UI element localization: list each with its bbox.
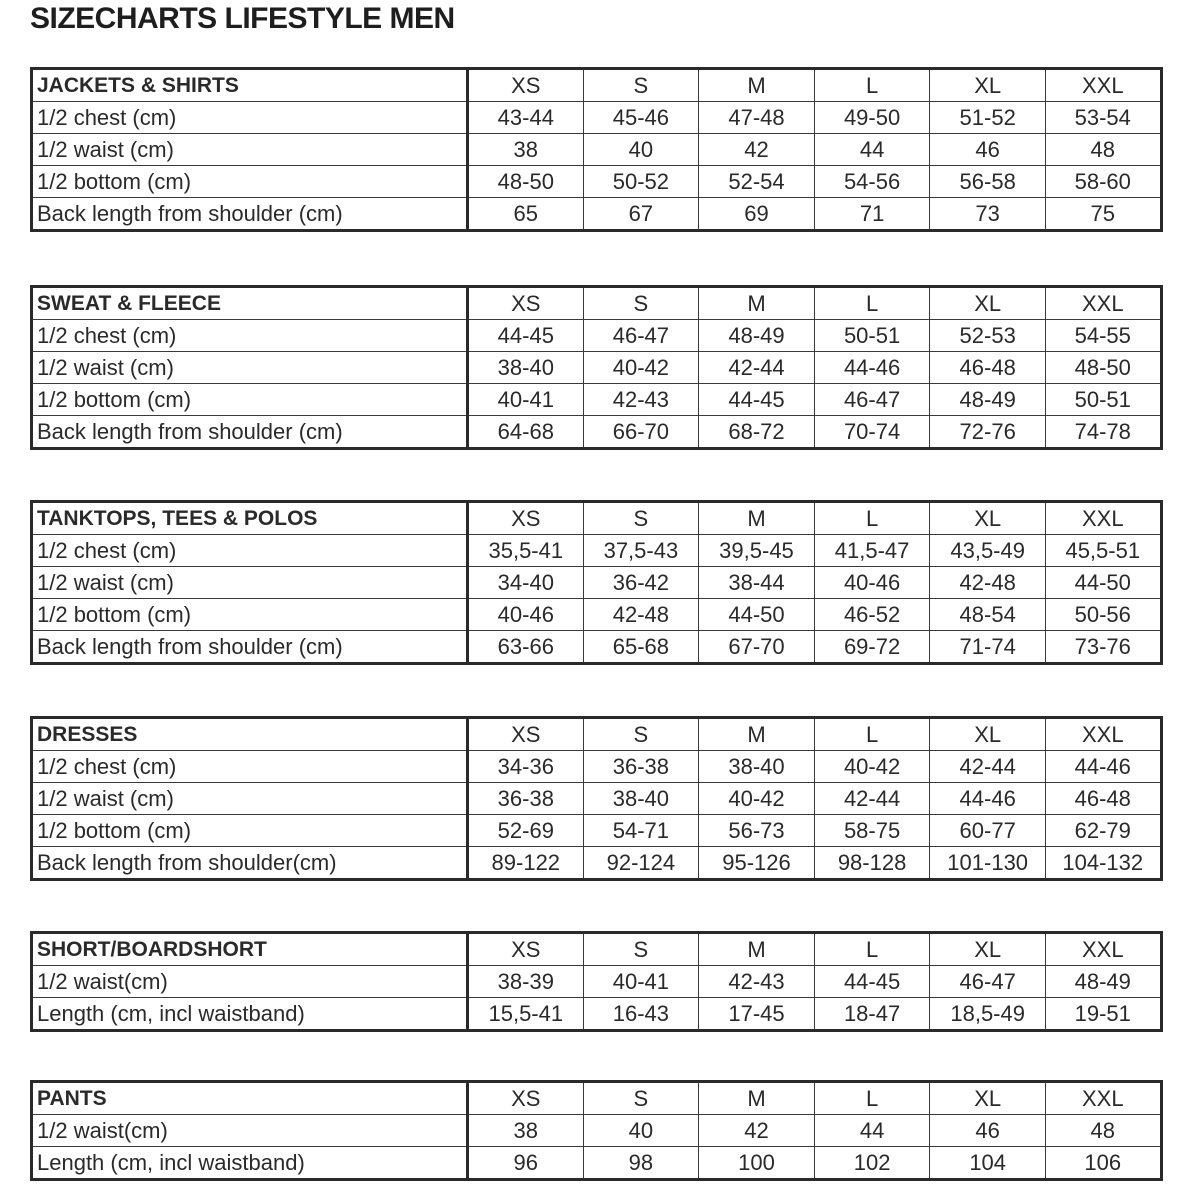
measurement-label: 1/2 waist(cm) — [32, 1115, 468, 1147]
table-row — [32, 535, 1162, 567]
measurement-value: 67-70 — [699, 631, 815, 664]
measurement-value: 48-49 — [699, 320, 815, 352]
measurement-value: 54-71 — [583, 815, 699, 847]
measurement-value: 42-48 — [583, 599, 699, 631]
page-title: SIZECHARTS LIFESTYLE MEN — [30, 2, 455, 35]
category-title: SHORT/BOARDSHORT — [32, 933, 468, 966]
measurement-value: 40-42 — [583, 352, 699, 384]
size-header: XXL — [1045, 1082, 1161, 1115]
size-header: S — [583, 933, 699, 966]
measurement-value: 96 — [468, 1147, 584, 1180]
size-header: XL — [930, 718, 1046, 751]
measurement-value: 67 — [583, 198, 699, 231]
measurement-label: Back length from shoulder (cm) — [32, 631, 468, 664]
measurement-label: 1/2 chest (cm) — [32, 535, 468, 567]
measurement-value: 44 — [814, 134, 930, 166]
measurement-value: 41,5-47 — [814, 535, 930, 567]
category-title: SWEAT & FLEECE — [32, 287, 468, 320]
size-header: XS — [468, 69, 584, 102]
size-header: S — [583, 287, 699, 320]
measurement-value: 17-45 — [699, 998, 815, 1031]
measurement-label: 1/2 bottom (cm) — [32, 815, 468, 847]
measurement-value: 50-51 — [1045, 384, 1161, 416]
size-header: XL — [930, 287, 1046, 320]
size-table — [30, 1080, 1163, 1181]
table-header-row — [32, 502, 1162, 535]
table-row — [32, 198, 1162, 231]
measurement-value: 19-51 — [1045, 998, 1161, 1031]
measurement-value: 46 — [930, 134, 1046, 166]
measurement-value: 54-56 — [814, 166, 930, 198]
measurement-value: 44-46 — [814, 352, 930, 384]
measurement-value: 70-74 — [814, 416, 930, 449]
measurement-label: 1/2 waist(cm) — [32, 966, 468, 998]
category-title: TANKTOPS, TEES & POLOS — [32, 502, 468, 535]
measurement-value: 58-75 — [814, 815, 930, 847]
measurement-value: 46 — [930, 1115, 1046, 1147]
measurement-label: 1/2 waist (cm) — [32, 352, 468, 384]
measurement-value: 38-40 — [583, 783, 699, 815]
measurement-value: 44-45 — [699, 384, 815, 416]
table-row — [32, 998, 1162, 1031]
size-table — [30, 67, 1163, 232]
size-table — [30, 931, 1163, 1032]
size-header: XS — [468, 287, 584, 320]
measurement-value: 69 — [699, 198, 815, 231]
size-table — [30, 285, 1163, 450]
table-row — [32, 567, 1162, 599]
measurement-value: 65 — [468, 198, 584, 231]
measurement-value: 50-51 — [814, 320, 930, 352]
measurement-value: 46-52 — [814, 599, 930, 631]
measurement-value: 72-76 — [930, 416, 1046, 449]
table-row — [32, 134, 1162, 166]
table-header-row — [32, 933, 1162, 966]
measurement-value: 43-44 — [468, 102, 584, 134]
measurement-value: 68-72 — [699, 416, 815, 449]
measurement-value: 48-49 — [1045, 966, 1161, 998]
measurement-value: 62-79 — [1045, 815, 1161, 847]
category-title: DRESSES — [32, 718, 468, 751]
measurement-value: 63-66 — [468, 631, 584, 664]
measurement-value: 46-47 — [583, 320, 699, 352]
size-header: M — [699, 933, 815, 966]
table-row — [32, 599, 1162, 631]
table-row — [32, 102, 1162, 134]
measurement-value: 92-124 — [583, 847, 699, 880]
measurement-value: 69-72 — [814, 631, 930, 664]
measurement-value: 44-46 — [930, 783, 1046, 815]
measurement-value: 44-50 — [699, 599, 815, 631]
size-header: XXL — [1045, 502, 1161, 535]
measurement-label: 1/2 bottom (cm) — [32, 166, 468, 198]
table-row — [32, 751, 1162, 783]
size-header: XXL — [1045, 69, 1161, 102]
measurement-value: 42 — [699, 1115, 815, 1147]
measurement-value: 38-44 — [699, 567, 815, 599]
size-header: S — [583, 69, 699, 102]
measurement-value: 44 — [814, 1115, 930, 1147]
measurement-value: 71-74 — [930, 631, 1046, 664]
table-row — [32, 320, 1162, 352]
measurement-value: 100 — [699, 1147, 815, 1180]
table-row — [32, 352, 1162, 384]
measurement-value: 64-68 — [468, 416, 584, 449]
measurement-value: 51-52 — [930, 102, 1046, 134]
measurement-value: 73-76 — [1045, 631, 1161, 664]
measurement-value: 34-36 — [468, 751, 584, 783]
measurement-value: 98 — [583, 1147, 699, 1180]
measurement-value: 104-132 — [1045, 847, 1161, 880]
measurement-value: 101-130 — [930, 847, 1046, 880]
table-row — [32, 1147, 1162, 1180]
measurement-label: 1/2 chest (cm) — [32, 751, 468, 783]
measurement-value: 40-46 — [814, 567, 930, 599]
table-row — [32, 384, 1162, 416]
measurement-label: 1/2 waist (cm) — [32, 567, 468, 599]
measurement-value: 50-52 — [583, 166, 699, 198]
measurement-value: 38-40 — [468, 352, 584, 384]
measurement-value: 38-40 — [699, 751, 815, 783]
measurement-value: 95-126 — [699, 847, 815, 880]
measurement-value: 38-39 — [468, 966, 584, 998]
measurement-value: 48-54 — [930, 599, 1046, 631]
measurement-value: 37,5-43 — [583, 535, 699, 567]
category-title: PANTS — [32, 1082, 468, 1115]
table-header-row — [32, 718, 1162, 751]
table-header-row — [32, 69, 1162, 102]
measurement-value: 65-68 — [583, 631, 699, 664]
measurement-value: 106 — [1045, 1147, 1161, 1180]
measurement-value: 44-50 — [1045, 567, 1161, 599]
measurement-value: 42-48 — [930, 567, 1046, 599]
measurement-value: 42 — [699, 134, 815, 166]
table-header-row — [32, 1082, 1162, 1115]
table-row — [32, 966, 1162, 998]
measurement-value: 89-122 — [468, 847, 584, 880]
measurement-value: 102 — [814, 1147, 930, 1180]
measurement-value: 73 — [930, 198, 1046, 231]
measurement-label: 1/2 bottom (cm) — [32, 599, 468, 631]
measurement-value: 75 — [1045, 198, 1161, 231]
measurement-value: 39,5-45 — [699, 535, 815, 567]
size-header: L — [814, 287, 930, 320]
measurement-value: 60-77 — [930, 815, 1046, 847]
measurement-value: 38 — [468, 1115, 584, 1147]
measurement-value: 18-47 — [814, 998, 930, 1031]
measurement-value: 40 — [583, 134, 699, 166]
size-header: M — [699, 69, 815, 102]
measurement-value: 74-78 — [1045, 416, 1161, 449]
measurement-value: 53-54 — [1045, 102, 1161, 134]
table-header-row — [32, 287, 1162, 320]
table-row — [32, 166, 1162, 198]
measurement-value: 34-40 — [468, 567, 584, 599]
measurement-value: 98-128 — [814, 847, 930, 880]
size-header: L — [814, 502, 930, 535]
measurement-value: 46-47 — [814, 384, 930, 416]
measurement-label: 1/2 chest (cm) — [32, 102, 468, 134]
size-header: XXL — [1045, 718, 1161, 751]
size-header: M — [699, 502, 815, 535]
measurement-value: 48-50 — [1045, 352, 1161, 384]
measurement-value: 40-41 — [468, 384, 584, 416]
size-header: L — [814, 933, 930, 966]
measurement-value: 71 — [814, 198, 930, 231]
measurement-value: 56-58 — [930, 166, 1046, 198]
measurement-value: 44-45 — [814, 966, 930, 998]
measurement-value: 45,5-51 — [1045, 535, 1161, 567]
measurement-value: 56-73 — [699, 815, 815, 847]
table-row — [32, 847, 1162, 880]
measurement-value: 48 — [1045, 1115, 1161, 1147]
measurement-value: 52-69 — [468, 815, 584, 847]
measurement-value: 58-60 — [1045, 166, 1161, 198]
size-header: L — [814, 1082, 930, 1115]
measurement-value: 48-50 — [468, 166, 584, 198]
measurement-value: 44-45 — [468, 320, 584, 352]
measurement-value: 43,5-49 — [930, 535, 1046, 567]
measurement-value: 54-55 — [1045, 320, 1161, 352]
measurement-label: Back length from shoulder (cm) — [32, 416, 468, 449]
measurement-value: 40 — [583, 1115, 699, 1147]
measurement-value: 36-38 — [468, 783, 584, 815]
measurement-label: 1/2 waist (cm) — [32, 783, 468, 815]
category-title: JACKETS & SHIRTS — [32, 69, 468, 102]
measurement-value: 42-43 — [583, 384, 699, 416]
measurement-value: 46-48 — [930, 352, 1046, 384]
measurement-value: 48-49 — [930, 384, 1046, 416]
size-header: L — [814, 69, 930, 102]
measurement-value: 48 — [1045, 134, 1161, 166]
measurement-value: 52-53 — [930, 320, 1046, 352]
measurement-value: 104 — [930, 1147, 1046, 1180]
measurement-value: 66-70 — [583, 416, 699, 449]
measurement-value: 44-46 — [1045, 751, 1161, 783]
size-header: XL — [930, 933, 1046, 966]
measurement-value: 52-54 — [699, 166, 815, 198]
size-header: XL — [930, 502, 1046, 535]
measurement-value: 36-42 — [583, 567, 699, 599]
size-header: M — [699, 287, 815, 320]
size-table — [30, 716, 1163, 881]
measurement-value: 40-42 — [699, 783, 815, 815]
measurement-value: 49-50 — [814, 102, 930, 134]
measurement-value: 15,5-41 — [468, 998, 584, 1031]
size-header: XS — [468, 718, 584, 751]
measurement-value: 36-38 — [583, 751, 699, 783]
measurement-value: 46-47 — [930, 966, 1046, 998]
measurement-label: Length (cm, incl waistband) — [32, 1147, 468, 1180]
size-header: S — [583, 1082, 699, 1115]
measurement-value: 42-44 — [814, 783, 930, 815]
size-header: XXL — [1045, 933, 1161, 966]
measurement-value: 42-43 — [699, 966, 815, 998]
measurement-value: 16-43 — [583, 998, 699, 1031]
measurement-label: 1/2 waist (cm) — [32, 134, 468, 166]
size-header: M — [699, 1082, 815, 1115]
table-row — [32, 416, 1162, 449]
measurement-value: 45-46 — [583, 102, 699, 134]
table-row — [32, 815, 1162, 847]
size-header: XL — [930, 69, 1046, 102]
measurement-value: 40-42 — [814, 751, 930, 783]
table-row — [32, 631, 1162, 664]
size-header: XS — [468, 1082, 584, 1115]
size-header: S — [583, 718, 699, 751]
table-row — [32, 783, 1162, 815]
measurement-value: 42-44 — [930, 751, 1046, 783]
table-row — [32, 1115, 1162, 1147]
measurement-label: 1/2 chest (cm) — [32, 320, 468, 352]
size-table — [30, 500, 1163, 665]
size-header: XL — [930, 1082, 1046, 1115]
size-header: S — [583, 502, 699, 535]
measurement-value: 35,5-41 — [468, 535, 584, 567]
size-header: M — [699, 718, 815, 751]
measurement-label: 1/2 bottom (cm) — [32, 384, 468, 416]
measurement-value: 40-41 — [583, 966, 699, 998]
measurement-label: Back length from shoulder(cm) — [32, 847, 468, 880]
measurement-value: 18,5-49 — [930, 998, 1046, 1031]
measurement-label: Length (cm, incl waistband) — [32, 998, 468, 1031]
measurement-value: 38 — [468, 134, 584, 166]
size-header: XS — [468, 933, 584, 966]
measurement-value: 47-48 — [699, 102, 815, 134]
size-header: L — [814, 718, 930, 751]
size-header: XXL — [1045, 287, 1161, 320]
size-header: XS — [468, 502, 584, 535]
measurement-value: 46-48 — [1045, 783, 1161, 815]
measurement-label: Back length from shoulder (cm) — [32, 198, 468, 231]
measurement-value: 40-46 — [468, 599, 584, 631]
measurement-value: 50-56 — [1045, 599, 1161, 631]
measurement-value: 42-44 — [699, 352, 815, 384]
